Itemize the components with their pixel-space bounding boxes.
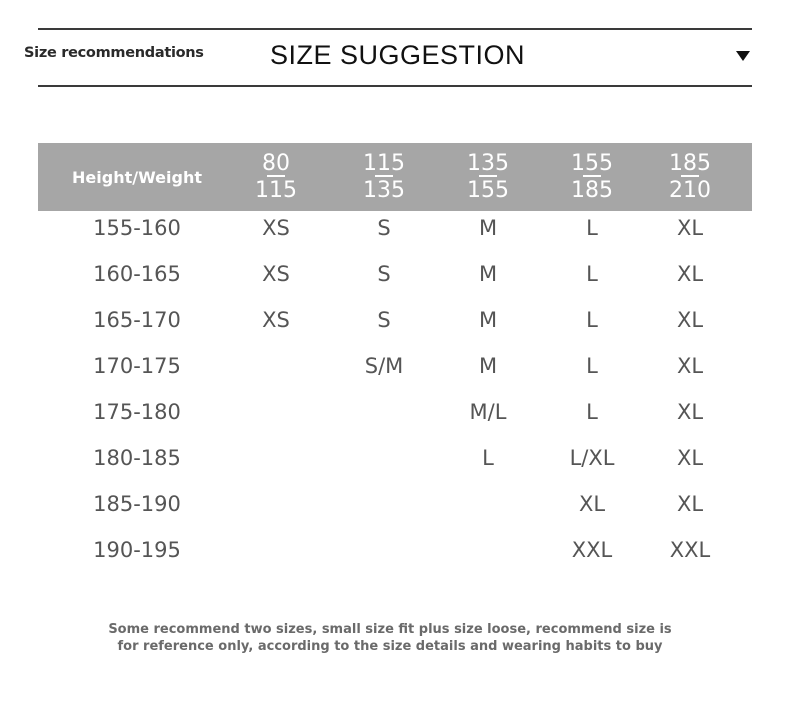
size-cell: L	[586, 216, 598, 240]
caret-down-icon[interactable]	[736, 51, 750, 61]
size-cell: L	[586, 262, 598, 286]
size-note-line: Some recommend two sizes, small size fit plus size loose, recommend size is	[108, 622, 672, 637]
size-note-line: for reference only, according to the size details and wearing habits to buy	[117, 639, 663, 654]
size-cell: XS	[262, 262, 290, 286]
weight-min: 155	[571, 151, 613, 176]
size-cell: M	[478, 308, 498, 332]
size-cell: XL	[676, 446, 704, 470]
size-cell: L/XL	[569, 446, 615, 470]
height-range: 165-170	[93, 308, 181, 332]
height-range: 160-165	[93, 262, 181, 286]
height-range: 190-195	[93, 538, 181, 562]
size-cell: M	[478, 262, 498, 286]
size-cell: L	[482, 446, 494, 470]
weight-max: 185	[571, 178, 613, 203]
size-cell: M	[478, 354, 498, 378]
weight-min: 115	[363, 151, 405, 176]
weight-column-header	[344, 150, 424, 204]
bottom-divider	[38, 85, 752, 87]
weight-column-header	[552, 150, 632, 204]
size-cell: XL	[676, 492, 704, 516]
size-cell: XS	[262, 216, 290, 240]
weight-column-header	[236, 150, 316, 204]
size-cell: M	[478, 216, 498, 240]
height-range: 170-175	[93, 354, 181, 378]
weight-max: 155	[467, 178, 509, 203]
height-range: 155-160	[93, 216, 181, 240]
size-cell: XXL	[571, 538, 613, 562]
page-title: SIZE SUGGESTION	[270, 40, 526, 70]
top-divider	[38, 28, 752, 30]
size-cell: L	[586, 308, 598, 332]
size-cell: L	[586, 354, 598, 378]
row-header-label: Height/Weight	[72, 168, 202, 187]
size-note	[90, 621, 690, 655]
height-range: 185-190	[93, 492, 181, 516]
size-cell: XL	[676, 308, 704, 332]
size-cell: L	[586, 400, 598, 424]
weight-max: 115	[255, 178, 297, 203]
size-recommendations-label: Size recommendations	[24, 45, 204, 61]
size-cell: XXL	[669, 538, 711, 562]
weight-max: 210	[669, 178, 711, 203]
weight-column-header	[448, 150, 528, 204]
weight-min: 80	[262, 151, 290, 176]
weight-max: 135	[363, 178, 405, 203]
weight-column-header	[650, 150, 730, 204]
height-range: 175-180	[93, 400, 181, 424]
weight-min: 135	[467, 151, 509, 176]
size-cell: S	[377, 262, 391, 286]
size-cell: XL	[578, 492, 606, 516]
size-cell: S	[377, 308, 391, 332]
size-cell: XL	[676, 400, 704, 424]
height-range: 180-185	[93, 446, 181, 470]
size-cell: XL	[676, 262, 704, 286]
weight-min: 185	[669, 151, 711, 176]
size-cell: S	[377, 216, 391, 240]
size-cell: S/M	[364, 354, 404, 378]
size-cell: M/L	[469, 400, 507, 424]
size-cell: XL	[676, 216, 704, 240]
size-cell: XS	[262, 308, 290, 332]
size-cell: XL	[676, 354, 704, 378]
